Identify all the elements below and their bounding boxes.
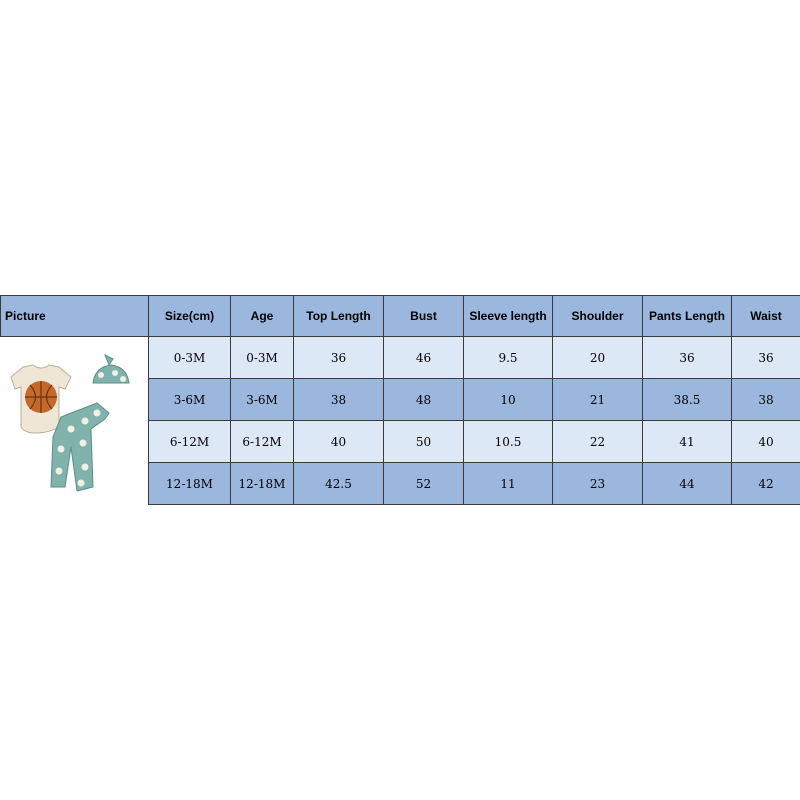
- cell-top-length: 40: [294, 421, 384, 463]
- cell-age: 0-3M: [231, 337, 294, 379]
- header-waist: Waist: [732, 296, 800, 337]
- header-age: Age: [231, 296, 294, 337]
- header-shoulder: Shoulder: [553, 296, 643, 337]
- cell-size: 12-18M: [149, 463, 231, 505]
- cell-waist: 42: [732, 463, 800, 505]
- cell-shoulder: 21: [553, 379, 643, 421]
- cell-pants-length: 38.5: [643, 379, 732, 421]
- cell-pants-length: 36: [643, 337, 732, 379]
- cell-bust: 46: [384, 337, 464, 379]
- cell-shoulder: 23: [553, 463, 643, 505]
- cell-bust: 50: [384, 421, 464, 463]
- picture-cell: [1, 337, 149, 505]
- cell-size: 6-12M: [149, 421, 231, 463]
- cell-size: 3-6M: [149, 379, 231, 421]
- cell-size: 0-3M: [149, 337, 231, 379]
- cell-shoulder: 20: [553, 337, 643, 379]
- cell-bust: 52: [384, 463, 464, 505]
- cell-waist: 38: [732, 379, 800, 421]
- cell-pants-length: 41: [643, 421, 732, 463]
- header-size: Size(cm): [149, 296, 231, 337]
- cell-bust: 48: [384, 379, 464, 421]
- cell-age: 12-18M: [231, 463, 294, 505]
- header-picture: Picture: [1, 296, 149, 337]
- cell-sleeve-length: 10.5: [464, 421, 553, 463]
- header-top-length: Top Length: [294, 296, 384, 337]
- cell-age: 6-12M: [231, 421, 294, 463]
- cell-top-length: 42.5: [294, 463, 384, 505]
- cell-sleeve-length: 9.5: [464, 337, 553, 379]
- cell-age: 3-6M: [231, 379, 294, 421]
- header-pants-length: Pants Length: [643, 296, 732, 337]
- header-row: [1, 296, 800, 337]
- header-sleeve-length: Sleeve length: [464, 296, 553, 337]
- cell-shoulder: 22: [553, 421, 643, 463]
- cell-sleeve-length: 11: [464, 463, 553, 505]
- cell-pants-length: 44: [643, 463, 732, 505]
- baby-outfit-image: [1, 337, 143, 497]
- size-chart-table: [0, 295, 800, 505]
- table-row: [1, 337, 800, 379]
- cell-top-length: 38: [294, 379, 384, 421]
- cell-sleeve-length: 10: [464, 379, 553, 421]
- cell-waist: 40: [732, 421, 800, 463]
- cell-top-length: 36: [294, 337, 384, 379]
- cell-waist: 36: [732, 337, 800, 379]
- header-bust: Bust: [384, 296, 464, 337]
